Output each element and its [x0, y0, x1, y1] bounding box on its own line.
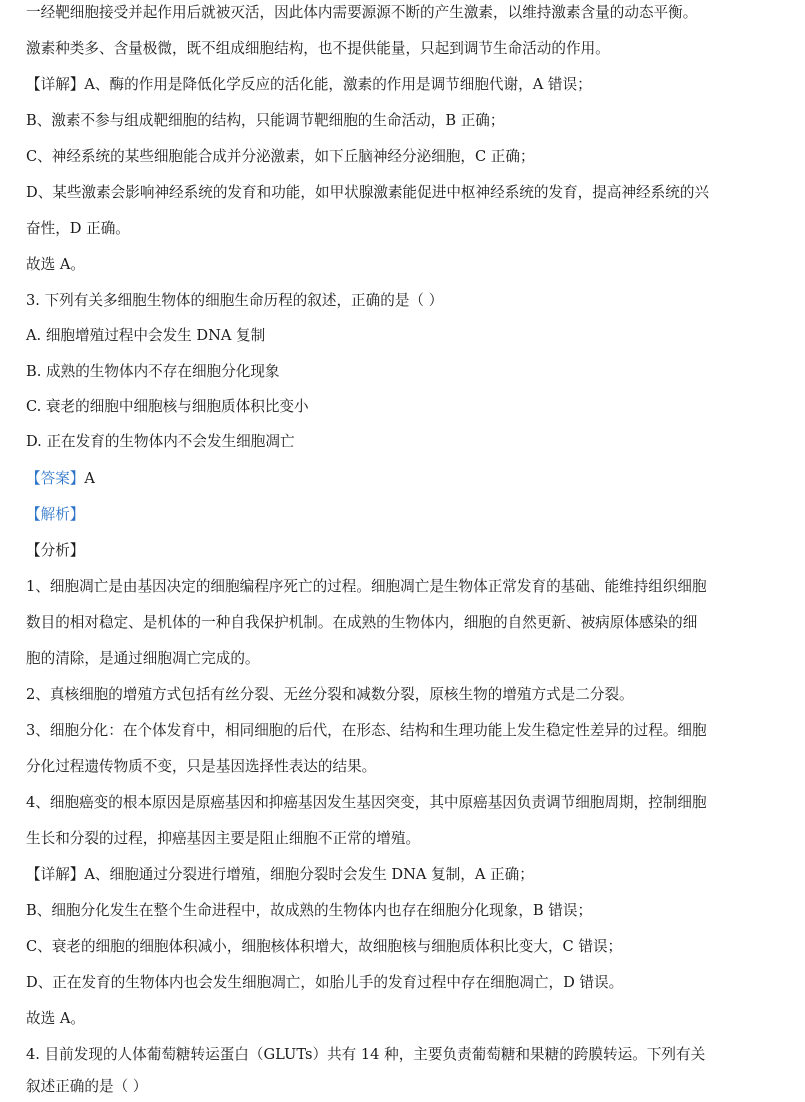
- option-d: D. 正在发育的生物体内不会发生细胞凋亡: [26, 433, 295, 450]
- option-b: B. 成熟的生物体内不存在细胞分化现象: [26, 363, 280, 380]
- text-line: 生长和分裂的过程，抑癌基因主要是阻止细胞不正常的增殖。: [26, 830, 421, 847]
- section-heading: 【分析】: [26, 542, 85, 559]
- text-line: D、正在发育的生物体内也会发生细胞凋亡，如胎儿手的发育过程中存在细胞凋亡，D 错误。: [26, 974, 624, 991]
- text-line: 故选 A。: [26, 1010, 85, 1027]
- text-line: 激素种类多、含量极微，既不组成细胞结构，也不提供能量，只起到调节生命活动的作用。: [26, 40, 610, 57]
- text-line: C、衰老的细胞的细胞体积减小，细胞核体积增大，故细胞核与细胞质体积比变大，C 错误；: [26, 938, 623, 955]
- text-line: 【详解】A、酶的作用是降低化学反应的活化能，激素的作用是调节细胞代谢，A 错误；: [26, 76, 592, 93]
- analysis-label: 【解析】: [26, 506, 85, 523]
- question-3-stem: 3. 下列有关多细胞生物体的细胞生命历程的叙述，正确的是（ ）: [26, 292, 444, 309]
- text-line: 4、细胞癌变的根本原因是原癌基因和抑癌基因发生基因突变，其中原癌基因负责调节细胞周期，控制细胞: [26, 794, 707, 811]
- option-c: C. 衰老的细胞中细胞核与细胞质体积比变小: [26, 398, 309, 415]
- text-line: 奋性，D 正确。: [26, 220, 130, 237]
- text-line: 3、细胞分化：在个体发育中，相同细胞的后代，在形态、结构和生理功能上发生稳定性差异的过程。细胞: [26, 722, 707, 739]
- text-line: B、激素不参与组成靶细胞的结构，只能调节靶细胞的生命活动，B 正确；: [26, 112, 505, 129]
- answer-label: 【答案】: [26, 470, 85, 487]
- text-line: 一经靶细胞接受并起作用后就被灭活，因此体内需要源源不断的产生激素，以维持激素含量的动态平衡。: [26, 4, 698, 21]
- text-line: 【详解】A、细胞通过分裂进行增殖，细胞分裂时会发生 DNA 复制，A 正确；: [26, 866, 534, 883]
- text-line: B、细胞分化发生在整个生命进程中，故成熟的生物体内也存在细胞分化现象，B 错误；: [26, 902, 593, 919]
- text-line: 1、细胞凋亡是由基因决定的细胞编程序死亡的过程。细胞凋亡是生物体正常发育的基础、能维持组织细胞: [26, 578, 707, 595]
- question-4-stem: 4. 目前发现的人体葡萄糖转运蛋白（GLUTs）共有 14 种，主要负责葡萄糖和果糖的跨膜转运。下列有关: [26, 1046, 706, 1063]
- text-line: C、神经系统的某些细胞能合成并分泌激素，如下丘脑神经分泌细胞，C 正确；: [26, 148, 535, 165]
- text-line: 故选 A。: [26, 256, 85, 273]
- answer-line: [26, 469, 95, 489]
- text-line: D、某些激素会影响神经系统的发育和功能，如甲状腺激素能促进中枢神经系统的发育，提高神经系统的兴: [26, 184, 710, 201]
- text-line: 数目的相对稳定、是机体的一种自我保护机制。在成熟的生物体内，细胞的自然更新、被病原体感染的细: [26, 614, 698, 631]
- answer-value: A: [84, 470, 95, 487]
- text-line: 胞的清除，是通过细胞凋亡完成的。: [26, 650, 260, 667]
- text-line: 2、真核细胞的增殖方式包括有丝分裂、无丝分裂和减数分裂，原核生物的增殖方式是二分裂。: [26, 686, 634, 703]
- question-4-stem-cont: 叙述正确的是（ ）: [26, 1078, 148, 1095]
- option-a: A. 细胞增殖过程中会发生 DNA 复制: [26, 327, 266, 344]
- text-line: 分化过程遗传物质不变，只是基因选择性表达的结果。: [26, 758, 377, 775]
